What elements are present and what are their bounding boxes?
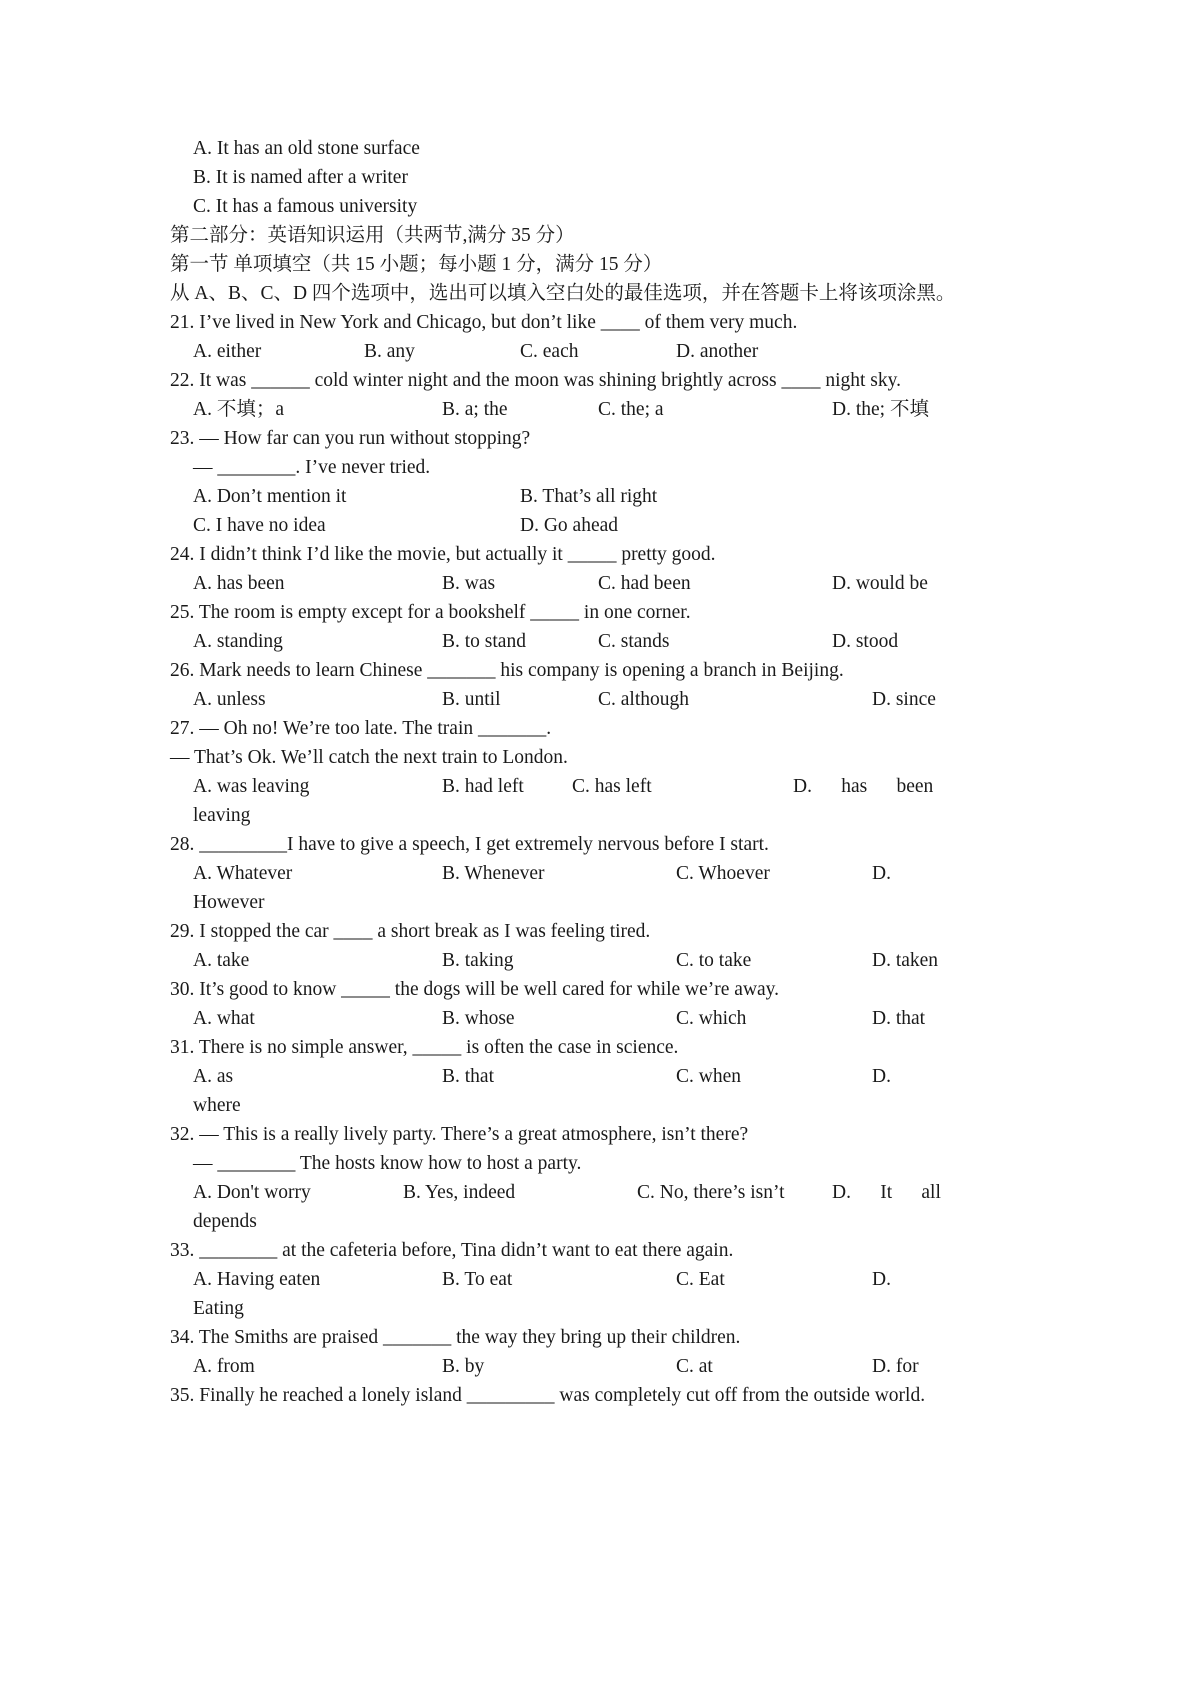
option-b: B. to stand [442,631,526,652]
option-a: A. Don't worry [193,1182,311,1203]
question-29-stem: 29. I stopped the car ____ a short break as I was feeling tired. [170,921,651,942]
option-a: A. as [193,1066,234,1087]
question-stem [0,713,1200,745]
question-options [0,1177,1200,1209]
question-options [0,568,1200,600]
option-d: D. would be [832,573,928,594]
question-options [0,394,1200,426]
question-options-wrap [0,800,1200,832]
question-stem-continued [0,452,1200,484]
option-c: C. at [676,1356,713,1377]
option-a: A. either [193,341,262,362]
option-b: B. that [442,1066,494,1087]
question-stem [0,655,1200,687]
part2-heading-line [0,220,1200,252]
option-c: C. I have no idea [193,515,326,536]
instruction-text: 从 A、B、C、D 四个选项中，选出可以填入空白处的最佳选项，并在答题卡上将该项涂黑。 [170,283,956,304]
question-stem [0,974,1200,1006]
question-31-stem: 31. There is no simple answer, _____ is often the case in science. [170,1037,679,1058]
option-d: D. that [872,1008,926,1029]
option-a: A. Having eaten [193,1269,321,1290]
option-d: D. for [872,1356,919,1377]
prev-option-a: A. It has an old stone surface [193,138,420,159]
question-options-wrap [0,1206,1200,1238]
question-stem [0,365,1200,397]
option-a: A. standing [193,631,283,652]
question-30-stem: 30. It’s good to know _____ the dogs will be well cared for while we’re away. [170,979,780,1000]
question-options [0,945,1200,977]
option-d: D. has been [793,776,934,797]
option-d: D. Go ahead [520,515,619,536]
option-b: B. taking [442,950,514,971]
option-d-wrap: leaving [193,805,251,826]
option-b: B. until [442,689,501,710]
question-26-stem: 26. Mark needs to learn Chinese _______ his company is opening a branch in Beijing. [170,660,844,681]
question-stem [0,1380,1200,1412]
question-options [0,684,1200,716]
option-b: B. by [442,1356,485,1377]
question-22-stem: 22. It was ______ cold winter night and the moon was shining brightly across ____ night sky. [170,370,901,391]
prev-option-line [0,133,1200,165]
question-32-stem: 32. — This is a really lively party. There’s a great atmosphere, isn’t there? [170,1124,749,1145]
option-b: B. To eat [442,1269,513,1290]
option-a: A. was leaving [193,776,310,797]
question-24-stem: 24. I didn’t think I’d like the movie, but actually it _____ pretty good. [170,544,716,565]
option-c: C. to take [676,950,752,971]
option-d: D. the; 不填 [832,399,929,420]
question-options [0,771,1200,803]
question-21-stem: 21. I’ve lived in New York and Chicago, but don’t like ____ of them very much. [170,312,798,333]
option-d: D. [872,863,891,884]
section1-heading-line [0,249,1200,281]
question-options [0,336,1200,368]
option-c: C. the; a [598,399,664,420]
option-c: C. No, there’s isn’t [637,1182,785,1203]
question-options [0,858,1200,890]
option-d-wrap: Eating [193,1298,244,1319]
option-a: A. has been [193,573,285,594]
option-b: B. was [442,573,496,594]
question-34-stem: 34. The Smiths are praised _______ the way they bring up their children. [170,1327,741,1348]
option-d: D. taken [872,950,939,971]
question-stem [0,916,1200,948]
option-d-wrap: However [193,892,265,913]
option-b: B. Yes, indeed [403,1182,516,1203]
option-d-wrap: depends [193,1211,257,1232]
question-stem [0,539,1200,571]
option-b: B. Whenever [442,863,545,884]
option-c: C. which [676,1008,747,1029]
question-stem [0,307,1200,339]
option-b: B. had left [442,776,524,797]
option-c: C. had been [598,573,691,594]
question-23-stem: 23. — How far can you run without stopping? [170,428,531,449]
question-27-reply: — That’s Ok. We’ll catch the next train to London. [170,747,568,768]
prev-option-line [0,162,1200,194]
question-35-stem: 35. Finally he reached a lonely island _________ was completely cut off from the outside world. [170,1385,926,1406]
question-options [0,481,1200,513]
question-27-stem: 27. — Oh no! We’re too late. The train _______. [170,718,552,739]
option-d: D. [872,1066,891,1087]
question-stem [0,1032,1200,1064]
section1-heading: 第一节 单项填空（共 15 小题；每小题 1 分，满分 15 分） [170,254,663,275]
option-a: A. take [193,950,250,971]
option-c: C. when [676,1066,741,1087]
option-b: B. any [364,341,415,362]
option-a: A. what [193,1008,255,1029]
question-options [0,626,1200,658]
option-d: D. since [872,689,936,710]
question-23-reply: — ________. I’ve never tried. [193,457,431,478]
question-options [0,1264,1200,1296]
question-options [0,1351,1200,1383]
question-28-stem: 28. _________I have to give a speech, I get extremely nervous before I start. [170,834,769,855]
option-d: D. [872,1269,891,1290]
option-a: A. from [193,1356,255,1377]
question-stem [0,1119,1200,1151]
option-b: B. a; the [442,399,508,420]
option-c: C. has left [572,776,652,797]
option-c: C. Whoever [676,863,770,884]
question-stem [0,423,1200,455]
option-a: A. Whatever [193,863,293,884]
instruction-line [0,278,1200,310]
question-options [0,1061,1200,1093]
option-c: C. although [598,689,689,710]
question-32-reply: — ________ The hosts know how to host a party. [193,1153,582,1174]
option-b: B. That’s all right [520,486,658,507]
option-d: D. stood [832,631,899,652]
question-stem [0,597,1200,629]
question-options-wrap [0,1293,1200,1325]
prev-option-line [0,191,1200,223]
option-a: A. 不填；a [193,399,284,420]
prev-option-b: B. It is named after a writer [193,167,408,188]
option-a: A. unless [193,689,266,710]
question-stem [0,1322,1200,1354]
question-stem-continued [0,742,1200,774]
question-options [0,1003,1200,1035]
question-options-wrap [0,887,1200,919]
question-33-stem: 33. ________ at the cafeteria before, Tina didn’t want to eat there again. [170,1240,734,1261]
option-d-wrap: where [193,1095,241,1116]
option-d: D. another [676,341,759,362]
part2-heading: 第二部分：英语知识运用（共两节,满分 35 分） [170,225,575,246]
option-b: B. whose [442,1008,515,1029]
question-25-stem: 25. The room is empty except for a bookshelf _____ in one corner. [170,602,691,623]
option-c: C. stands [598,631,670,652]
question-stem-continued [0,1148,1200,1180]
option-d: D. It all [832,1182,941,1203]
option-a: A. Don’t mention it [193,486,347,507]
option-c: C. each [520,341,579,362]
prev-option-c: C. It has a famous university [193,196,418,217]
question-stem [0,1235,1200,1267]
question-stem [0,829,1200,861]
question-options [0,510,1200,542]
question-options-wrap [0,1090,1200,1122]
option-c: C. Eat [676,1269,725,1290]
